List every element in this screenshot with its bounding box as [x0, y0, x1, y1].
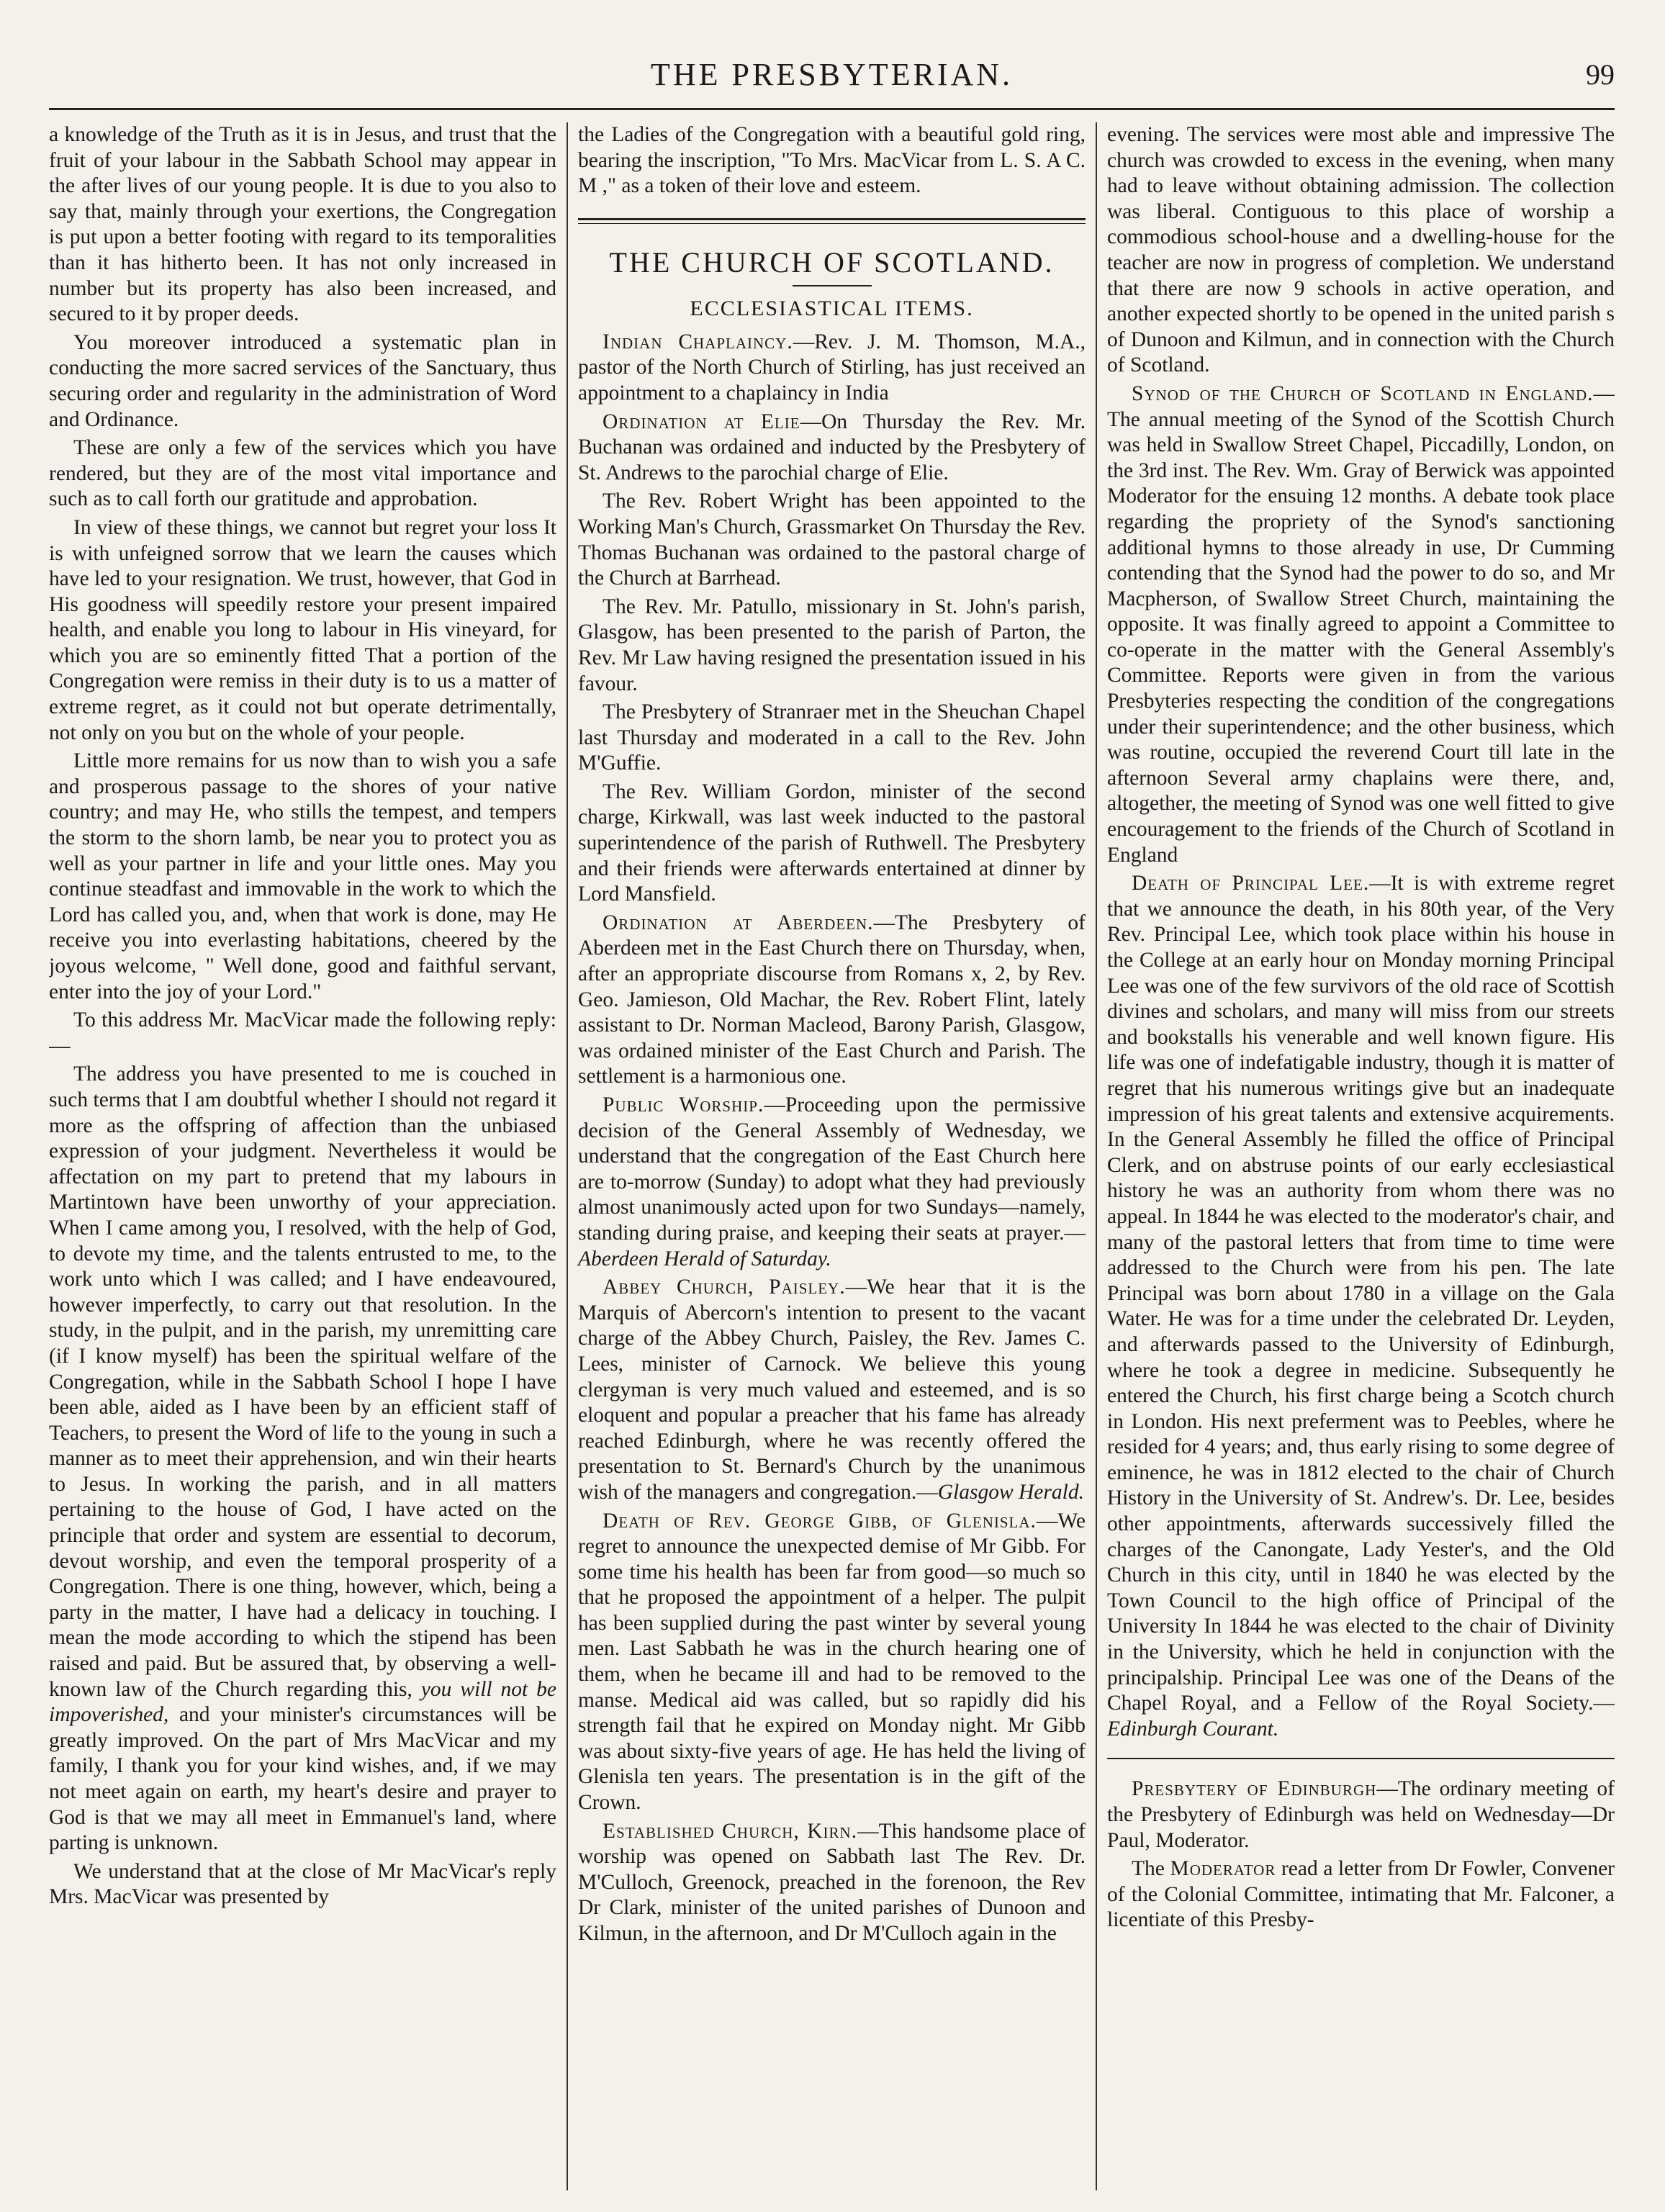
item-body: —The annual meeting of the Synod of the Scottish Church was held in Swallow Street Chapel, Piccadilly, London, on the 3rd inst. The Rev. Wm. Gray of Berwick was appointed Moderator for the ensuing 12 months. A debate took place regarding the propriety of the Synod's sanctioning additional hymns to those already in use, Dr Cumming contending that the Synod had the power to do so, and Mr Macpherson, of Swallow Street Church, maintaining the opposite. It was finally agreed to appoint a Committee to co-operate in the matter with the General Assembly's Committee. Reports were given in from the various Presbyteries respecting the condition of the congregations under their superintendence; and the other business, which was routine, occupied the reverend Court till late in the afternoon Several army chaplains were there, and, altogether, the meeting of Synod was one well fitted to give encouragement to the friends of the Church of Scotland in England [1107, 382, 1615, 867]
news-item [578, 1509, 1086, 1816]
news-item [1107, 871, 1615, 1742]
section-divider [578, 218, 1086, 224]
short-rule [793, 285, 872, 286]
news-item [1107, 1856, 1615, 1933]
item-heading: Ordination at Elie [603, 410, 800, 433]
paragraph: We understand that at the close of Mr MacVicar's reply Mrs. MacVicar was presented by [49, 1859, 556, 1909]
masthead [49, 29, 1615, 110]
item-heading: Ordination at Aberdeen. [603, 911, 874, 934]
item-lead: The [1132, 1857, 1165, 1881]
news-item [578, 1275, 1086, 1505]
news-item [1107, 1777, 1615, 1854]
news-item [578, 330, 1086, 407]
item-body: —Proceeding upon the permissive decision of the General Assembly of Wednesday, we understand that the congregation of the East Church here are to-morrow (Sunday) to adopt what they had previously almost unanimously acted upon for two Sundays—namely, standing during praise, and keeping their seats at prayer.— [578, 1093, 1086, 1245]
reply-paragraph [49, 1062, 556, 1856]
item-heading: Moderator [1170, 1857, 1276, 1881]
item-heading: Established Church, Kirn. [603, 1819, 858, 1843]
paragraph: To this address Mr. MacVicar made the following reply:— [49, 1008, 556, 1057]
item-body: read a letter from Dr Fowler, Convener of the Colonial Committee, intimating that Mr. Falconer, a licentiate of this Presby- [1107, 1857, 1615, 1932]
item-heading: Indian Chaplaincy. [603, 330, 793, 353]
paragraph: evening. The services were most able and impressive The church was crowded to excess in the evening, when many had to leave without obtaining admission. The collection was liberal. Contiguous to this place of worship a commodious school-house and a dwelling-house for the teacher are now in progress of completion. We understand that there are now 9 schools in active operation, and another expected shortly to be opened in the united parish s of Dunoon and Kilmun, and in connection with the Church of Scotland. [1107, 123, 1615, 377]
sub-heading: ECCLESIASTICAL ITEMS. [690, 296, 974, 320]
paragraph: Little more remains for us now than to wish you a safe and prosperous passage to the shores of your native country; and may He, who stills the tempest, and tempers the storm to the shorn lamb, be near you to protect you as well as your partner in life and your little ones. May you continue steadfast and immovable in the work to which the Lord has called you, and, when that work is done, may He receive you into everlasting habitations, cheered by the joyous welcome, " Well done, good and faithful servant, enter into the joy of your Lord." [49, 749, 556, 1003]
paragraph: a knowledge of the Truth as it is in Jesus, and trust that the fruit of your labour in the Sabbath School may appear in the after lives of our young people. It is due to you also to say that, mainly through your exertions, the Congregation is put upon a better footing with regard to its temporalities than it has hitherto been. It has not only increased in number but its property has also been increased, and secured to it by proper deeds. [49, 123, 556, 326]
item-body: —Rev. J. M. Thomson, M.A., pastor of the North Church of Stirling, has just received an appointment to a chaplaincy in India [578, 330, 1086, 405]
reply-italic: you will not be impoverished, [49, 1677, 556, 1727]
paragraph: In view of these things, we cannot but regret your loss It is with unfeigned sorrow that we learn the causes which have led to your resignation. We trust, however, that God in His goodness will speedily restore your present impaired health, and enable you long to labour in His vineyard, for which you are so eminently fitted That a portion of the Congregation were remiss in their duty is to us a matter of extreme regret, as it could not but operate detrimentally, not only on you but on the whole of your people. [49, 515, 556, 744]
section-heading: THE CHURCH OF SCOTLAND. [609, 245, 1055, 279]
news-item: The Rev. Mr. Patullo, missionary in St. John's parish, Glasgow, has been presented to the parish of Parton, the Rev. Mr Law having resigned the presentation issued in his favour. [578, 595, 1086, 695]
item-heading: Death of Principal Lee. [1132, 872, 1370, 895]
news-item [578, 1093, 1086, 1272]
item-source: Edinburgh Courant. [1107, 1717, 1279, 1741]
page-number: 99 [1586, 58, 1615, 91]
news-item [578, 911, 1086, 1090]
column-2 [567, 122, 1096, 2190]
news-item: The Rev. William Gordon, minister of the second charge, Kirkwall, was last week inducted to the pastoral superintendence of the parish of Ruthwell. The Presbytery and their friends were afterwards entertained at dinner by Lord Mansfield. [578, 780, 1086, 906]
item-body: —It is with extreme regret that we announce the death, in his 80th year, of the Very Rev. Principal Lee, which took place within his house in the College at an early hour on Monday morning Principal Lee was one of the few survivors of the old race of Scottish divines and scholars, and many will miss from our streets and bookstalls his venerable and well known figure. His life was one of indefatigable industry, though it is matter of regret that his numerous writings give but an inadequate impression of his great talents and extensive acquirements. In the General Assembly he filled the office of Principal Clerk, and on abstruse points of our early ecclesiastical history he was an authority from whom there was no appeal. In 1844 he was elected to the moderator's chair, and many of the pastoral letters that from time to time were addressed to the Church were from his pen. The late Principal was born about 1780 in a village on the Gala Water. He was for a time under the celebrated Dr. Leyden, and afterwards passed to the University of Edinburgh, where he took a degree in medicine. Subsequently he entered the Church, his first charge being a Scotch church in London. His next preferment was to Peebles, where he resided for 4 years; and, thus early rising to some degree of eminence, he was in 1812 elected to the chair of Church History in the University of St. Andrew's. Dr. Lee, besides other appointments, afterwards successively filled the charges of the Canongate, Lady Yester's, and the Old Church in this city, until in 1840 he was elected by the Town Council to the high office of Principal of the University In 1844 he was elected to the chair of Divinity in the University, which he held in conjunction with the principalship. Principal Lee was one of the Deans of the Chapel Royal, and a Fellow of the Royal Society.— [1107, 872, 1615, 1715]
item-body: —The Presbytery of Aberdeen met in the East Church there on Thursday, when, after an appropriate discourse from Romans x, 2, by Rev. Geo. Jamieson, Old Machar, the Rev. Robert Flint, lately assistant to Dr. Norman Macleod, Barony Parish, Glasgow, was ordained minister of the East Church and Parish. The settlement is a harmonious one. [578, 911, 1086, 1088]
paragraph: You moreover introduced a systematic plan in conducting the more sacred services of the Sanctuary, thus securing order and regularity in the administration of Word and Ordinance. [49, 330, 556, 431]
item-body: —We regret to announce the unexpected demise of Mr Gibb. For some time his health has been far from good—so much so that he proposed the appointment of a helper. The pulpit has been supplied during the past winter by several young men. Last Sabbath he was in the church hearing one of them, when he became ill and had to be removed to the manse. Medical aid was called, but so rapidly did his strength fail that he expired on Monday night. Mr Gibb was about sixty-five years of age. He has held the living of Glenisla ten years. The presentation is in the gift of the Crown. [578, 1509, 1086, 1815]
item-source: Aberdeen Herald of Saturday. [578, 1247, 831, 1270]
reply-text: The address you have presented to me is couched in such terms that I am doubtful whether I should not regard it more as the offspring of affection than the unbiased expression of your judgment. Nevertheless it would be affectation on my part to pretend that my labours in Martintown have been unworthy of your appreciation. When I came among you, I resolved, with the help of God, to devote my time, and the talents entrusted to me, to the work unto which I was called; and I have endeavoured, however imperfectly, to carry out that resolution. In the study, in the pulpit, and in the parish, my unremitting care (if I know myself) has been the spiritual welfare of the Congregation, while in the Sabbath School I hope I have been able, aided as I have been by an efficient staff of Teachers, to present the Word of life to the young in such a manner as to meet their apprehension, and win their hearts to Jesus. In working the parish, and in all matters pertaining to the house of God, I have acted on the principle that order and system are essential to decorum, devout worship, and even the temporal prosperity of a Congregation. There is one thing, however, which, being a party in the matter, I have had a delicacy in touching. I mean the mode according to which the stipend has been raised and paid. But be assured that, by observing a well-known law of the Church regarding this, [49, 1062, 556, 1701]
item-body: —This handsome place of worship was opened on Sabbath last The Rev. Dr. M'Culloch, Greenock, preached in the forenoon, the Rev Dr Clark, minister of the united parishes of Dunoon and Kilmun, in the afternoon, and Dr M'Culloch again in the [578, 1819, 1086, 1945]
item-source: Glasgow Herald. [937, 1480, 1084, 1504]
page-title: THE PRESBYTERIAN. [650, 57, 1014, 92]
item-body: —The ordinary meeting of the Presbytery of Edinburgh was held on Wednesday—Dr Paul, Moderator. [1107, 1777, 1615, 1852]
item-heading: Public Worship. [603, 1093, 764, 1116]
paragraph: the Ladies of the Congregation with a beautiful gold ring, bearing the inscription, "To Mrs. MacVicar from L. S. A C. M ," as a token of their love and esteem. [578, 123, 1086, 198]
paragraph: These are only a few of the services which you have rendered, but they are of the most vital importance and such as to call forth our gratitude and approbation. [49, 436, 556, 511]
news-item [578, 410, 1086, 487]
news-item: The Presbytery of Stranraer met in the Sheuchan Chapel last Thursday and moderated in a call to the Rev. John M'Guffie. [578, 700, 1086, 775]
item-heading: Abbey Church, Paisley. [603, 1276, 846, 1299]
column-3 [1096, 122, 1615, 2190]
column-1 [49, 122, 567, 2190]
news-item: The Rev. Robert Wright has been appointed to the Working Man's Church, Grassmarket On Thursday the Rev. Thomas Buchanan was ordained to the pastoral charge of the Church at Barrhead. [578, 489, 1086, 590]
news-item [578, 1819, 1086, 1947]
columns [49, 122, 1615, 2190]
reply-text-end: and your minister's circumstances will be greatly improved. On the part of Mrs MacVicar and my family, I thank you for your kind wishes, and, if we may not meet again on earth, my heart's desire and prayer to God is that we may all meet in Emmanuel's land, where parting is unknown. [49, 1703, 556, 1855]
item-heading: Death of Rev. George Gibb, of Glenisla. [603, 1509, 1037, 1532]
item-heading: Presbytery of Edinburgh [1132, 1777, 1377, 1801]
item-body: —On Thursday the Rev. Mr. Buchanan was ordained and inducted by the Presbytery of St. Andrews to the parochial charge of Elie. [578, 410, 1086, 484]
news-item [1107, 382, 1615, 868]
item-body: —We hear that it is the Marquis of Abercorn's intention to present to the vacant charge of the Abbey Church, Paisley, the Rev. James C. Lees, minister of Carnock. We believe this young clergyman is very much valued and esteemed, and is so eloquent and popular a preacher that his fame has already reached Edinburgh, where he was recently offered the presentation to St. Bernard's Church by the unanimous wish of the managers and congregation.— [578, 1276, 1086, 1504]
item-heading: Synod of the Church of Scotland in England. [1132, 382, 1594, 405]
divider [1107, 1758, 1615, 1759]
